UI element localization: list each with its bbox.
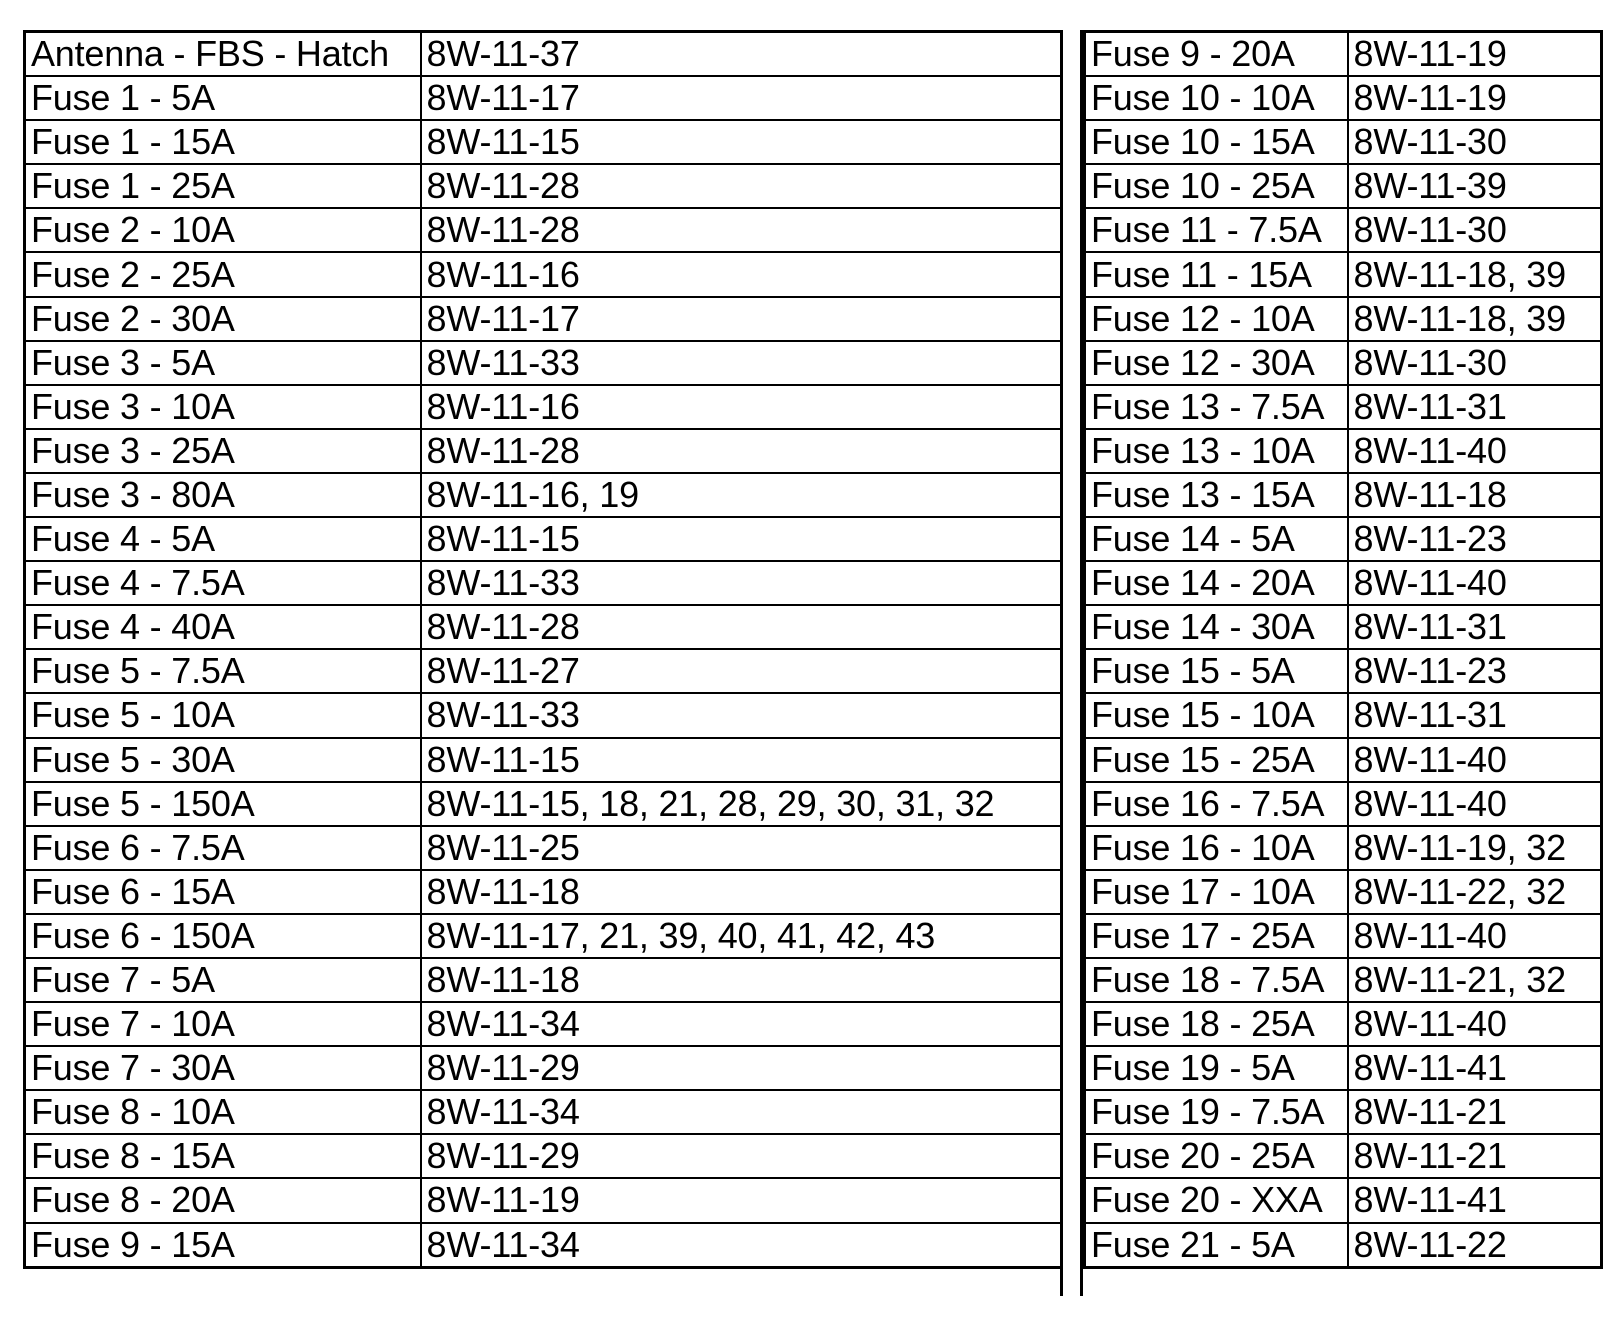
component-name-cell: Fuse 21 - 5A (1085, 1223, 1348, 1268)
table-row (1085, 914, 1602, 958)
table-row (1085, 870, 1602, 914)
page-reference-cell: 8W-11-19 (1348, 32, 1602, 77)
page-reference-cell: 8W-11-30 (1348, 341, 1602, 385)
table-row (1085, 517, 1602, 561)
component-name-cell: Fuse 7 - 5A (25, 958, 421, 1002)
page-reference-cell: 8W-11-18 (421, 870, 1062, 914)
component-name-cell: Fuse 13 - 10A (1085, 429, 1348, 473)
table-row (1085, 429, 1602, 473)
page-reference-cell: 8W-11-19 (1348, 76, 1602, 120)
table-row (25, 473, 1062, 517)
table-row (1085, 1223, 1602, 1268)
page-reference-cell: 8W-11-28 (421, 605, 1062, 649)
page-reference-cell: 8W-11-21, 32 (1348, 958, 1602, 1002)
component-name-cell: Fuse 7 - 30A (25, 1046, 421, 1090)
table-row (1085, 649, 1602, 693)
component-name-cell: Fuse 18 - 25A (1085, 1002, 1348, 1046)
page-reference-cell: 8W-11-29 (421, 1134, 1062, 1178)
table-row (1085, 341, 1602, 385)
component-name-cell: Fuse 13 - 15A (1085, 473, 1348, 517)
component-name-cell: Fuse 17 - 25A (1085, 914, 1348, 958)
component-name-cell: Fuse 3 - 10A (25, 385, 421, 429)
table-row (1085, 693, 1602, 737)
component-index-table-right (1083, 30, 1603, 1269)
table-row (25, 1178, 1062, 1222)
table-row (25, 517, 1062, 561)
page-reference-cell: 8W-11-15 (421, 517, 1062, 561)
right-table-body (1085, 32, 1602, 1268)
component-name-cell: Fuse 5 - 30A (25, 738, 421, 782)
page-reference-cell: 8W-11-23 (1348, 517, 1602, 561)
table-row (1085, 208, 1602, 252)
page-reference-cell: 8W-11-31 (1348, 693, 1602, 737)
page-reference-cell: 8W-11-34 (421, 1002, 1062, 1046)
table-row (1085, 252, 1602, 296)
page-reference-cell: 8W-11-18 (421, 958, 1062, 1002)
page-reference-cell: 8W-11-34 (421, 1090, 1062, 1134)
page-reference-cell: 8W-11-28 (421, 429, 1062, 473)
component-name-cell: Fuse 16 - 7.5A (1085, 782, 1348, 826)
table-row (1085, 1002, 1602, 1046)
page-reference-cell: 8W-11-16 (421, 385, 1062, 429)
table-row (25, 605, 1062, 649)
page-reference-cell: 8W-11-30 (1348, 208, 1602, 252)
page-reference-cell: 8W-11-31 (1348, 605, 1602, 649)
column-divider (1060, 30, 1083, 1296)
component-name-cell: Fuse 19 - 7.5A (1085, 1090, 1348, 1134)
component-name-cell: Fuse 1 - 25A (25, 164, 421, 208)
component-name-cell: Fuse 5 - 150A (25, 782, 421, 826)
page-reference-cell: 8W-11-18, 39 (1348, 297, 1602, 341)
table-row (1085, 958, 1602, 1002)
table-row (1085, 1046, 1602, 1090)
table-row (1085, 76, 1602, 120)
table-row (25, 738, 1062, 782)
page-reference-cell: 8W-11-40 (1348, 782, 1602, 826)
table-row (1085, 297, 1602, 341)
table-row (1085, 473, 1602, 517)
component-name-cell: Fuse 9 - 15A (25, 1223, 421, 1268)
table-row (25, 32, 1062, 77)
component-name-cell: Antenna - FBS - Hatch (25, 32, 421, 77)
component-name-cell: Fuse 14 - 5A (1085, 517, 1348, 561)
page-reference-cell: 8W-11-22 (1348, 1223, 1602, 1268)
page-reference-cell: 8W-11-18, 39 (1348, 252, 1602, 296)
table-row (1085, 1090, 1602, 1134)
component-name-cell: Fuse 18 - 7.5A (1085, 958, 1348, 1002)
table-row (25, 1134, 1062, 1178)
page-reference-cell: 8W-11-29 (421, 1046, 1062, 1090)
page-reference-cell: 8W-11-40 (1348, 1002, 1602, 1046)
component-name-cell: Fuse 14 - 20A (1085, 561, 1348, 605)
component-name-cell: Fuse 5 - 10A (25, 693, 421, 737)
component-name-cell: Fuse 20 - 25A (1085, 1134, 1348, 1178)
left-table-body (25, 32, 1062, 1268)
component-name-cell: Fuse 6 - 7.5A (25, 826, 421, 870)
table-row (1085, 120, 1602, 164)
component-name-cell: Fuse 11 - 15A (1085, 252, 1348, 296)
component-name-cell: Fuse 7 - 10A (25, 1002, 421, 1046)
table-row (1085, 385, 1602, 429)
component-name-cell: Fuse 8 - 20A (25, 1178, 421, 1222)
component-name-cell: Fuse 6 - 150A (25, 914, 421, 958)
page-reference-cell: 8W-11-16, 19 (421, 473, 1062, 517)
page-reference-cell: 8W-11-40 (1348, 738, 1602, 782)
table-row (25, 120, 1062, 164)
component-name-cell: Fuse 3 - 25A (25, 429, 421, 473)
table-row (25, 870, 1062, 914)
table-row (1085, 1178, 1602, 1222)
page-reference-cell: 8W-11-21 (1348, 1090, 1602, 1134)
component-name-cell: Fuse 2 - 30A (25, 297, 421, 341)
page-reference-cell: 8W-11-16 (421, 252, 1062, 296)
table-row (1085, 561, 1602, 605)
component-name-cell: Fuse 16 - 10A (1085, 826, 1348, 870)
page-reference-cell: 8W-11-27 (421, 649, 1062, 693)
table-row (25, 782, 1062, 826)
page-reference-cell: 8W-11-15 (421, 738, 1062, 782)
page-reference-cell: 8W-11-28 (421, 208, 1062, 252)
page-reference-cell: 8W-11-17 (421, 297, 1062, 341)
table-row (25, 1002, 1062, 1046)
page-reference-cell: 8W-11-30 (1348, 120, 1602, 164)
component-name-cell: Fuse 2 - 10A (25, 208, 421, 252)
table-row (1085, 32, 1602, 77)
page-reference-cell: 8W-11-22, 32 (1348, 870, 1602, 914)
page-reference-cell: 8W-11-15 (421, 120, 1062, 164)
table-row (1085, 782, 1602, 826)
page-reference-cell: 8W-11-18 (1348, 473, 1602, 517)
table-row (1085, 1134, 1602, 1178)
component-index-table-left (23, 30, 1063, 1269)
component-name-cell: Fuse 6 - 15A (25, 870, 421, 914)
component-name-cell: Fuse 8 - 15A (25, 1134, 421, 1178)
page-reference-cell: 8W-11-19 (421, 1178, 1062, 1222)
component-name-cell: Fuse 1 - 15A (25, 120, 421, 164)
component-name-cell: Fuse 13 - 7.5A (1085, 385, 1348, 429)
page-reference-cell: 8W-11-25 (421, 826, 1062, 870)
component-name-cell: Fuse 5 - 7.5A (25, 649, 421, 693)
page-reference-cell: 8W-11-41 (1348, 1178, 1602, 1222)
component-name-cell: Fuse 10 - 25A (1085, 164, 1348, 208)
table-row (25, 958, 1062, 1002)
page-reference-cell: 8W-11-33 (421, 693, 1062, 737)
table-row (25, 1090, 1062, 1134)
page-reference-cell: 8W-11-23 (1348, 649, 1602, 693)
component-name-cell: Fuse 11 - 7.5A (1085, 208, 1348, 252)
component-name-cell: Fuse 4 - 40A (25, 605, 421, 649)
page-reference-cell: 8W-11-34 (421, 1223, 1062, 1268)
component-name-cell: Fuse 4 - 7.5A (25, 561, 421, 605)
table-row (25, 297, 1062, 341)
table-row (1085, 738, 1602, 782)
table-row (25, 76, 1062, 120)
component-name-cell: Fuse 19 - 5A (1085, 1046, 1348, 1090)
table-row (25, 385, 1062, 429)
component-name-cell: Fuse 10 - 15A (1085, 120, 1348, 164)
table-row (1085, 826, 1602, 870)
table-row (1085, 164, 1602, 208)
component-name-cell: Fuse 1 - 5A (25, 76, 421, 120)
table-row (25, 252, 1062, 296)
page-reference-cell: 8W-11-41 (1348, 1046, 1602, 1090)
table-row (1085, 605, 1602, 649)
page-reference-cell: 8W-11-31 (1348, 385, 1602, 429)
table-row (25, 341, 1062, 385)
component-name-cell: Fuse 14 - 30A (1085, 605, 1348, 649)
component-name-cell: Fuse 4 - 5A (25, 517, 421, 561)
page-reference-cell: 8W-11-21 (1348, 1134, 1602, 1178)
component-name-cell: Fuse 10 - 10A (1085, 76, 1348, 120)
table-row (25, 561, 1062, 605)
table-row (25, 649, 1062, 693)
page-reference-cell: 8W-11-33 (421, 561, 1062, 605)
page-reference-cell: 8W-11-40 (1348, 561, 1602, 605)
page-reference-cell: 8W-11-17, 21, 39, 40, 41, 42, 43 (421, 914, 1062, 958)
table-row (25, 208, 1062, 252)
page-reference-cell: 8W-11-17 (421, 76, 1062, 120)
page-reference-cell: 8W-11-15, 18, 21, 28, 29, 30, 31, 32 (421, 782, 1062, 826)
page-reference-cell: 8W-11-28 (421, 164, 1062, 208)
component-name-cell: Fuse 15 - 5A (1085, 649, 1348, 693)
component-name-cell: Fuse 20 - XXA (1085, 1178, 1348, 1222)
component-name-cell: Fuse 3 - 5A (25, 341, 421, 385)
component-name-cell: Fuse 15 - 10A (1085, 693, 1348, 737)
component-name-cell: Fuse 17 - 10A (1085, 870, 1348, 914)
table-row (25, 1223, 1062, 1268)
table-row (25, 914, 1062, 958)
table-row (25, 164, 1062, 208)
component-name-cell: Fuse 2 - 25A (25, 252, 421, 296)
table-row (25, 693, 1062, 737)
component-name-cell: Fuse 3 - 80A (25, 473, 421, 517)
page-reference-cell: 8W-11-39 (1348, 164, 1602, 208)
component-name-cell: Fuse 8 - 10A (25, 1090, 421, 1134)
component-name-cell: Fuse 9 - 20A (1085, 32, 1348, 77)
component-name-cell: Fuse 12 - 30A (1085, 341, 1348, 385)
table-row (25, 429, 1062, 473)
table-row (25, 826, 1062, 870)
page-reference-cell: 8W-11-40 (1348, 429, 1602, 473)
page-reference-cell: 8W-11-19, 32 (1348, 826, 1602, 870)
table-row (25, 1046, 1062, 1090)
page-reference-cell: 8W-11-33 (421, 341, 1062, 385)
page-reference-cell: 8W-11-40 (1348, 914, 1602, 958)
page-reference-cell: 8W-11-37 (421, 32, 1062, 77)
component-name-cell: Fuse 12 - 10A (1085, 297, 1348, 341)
component-name-cell: Fuse 15 - 25A (1085, 738, 1348, 782)
